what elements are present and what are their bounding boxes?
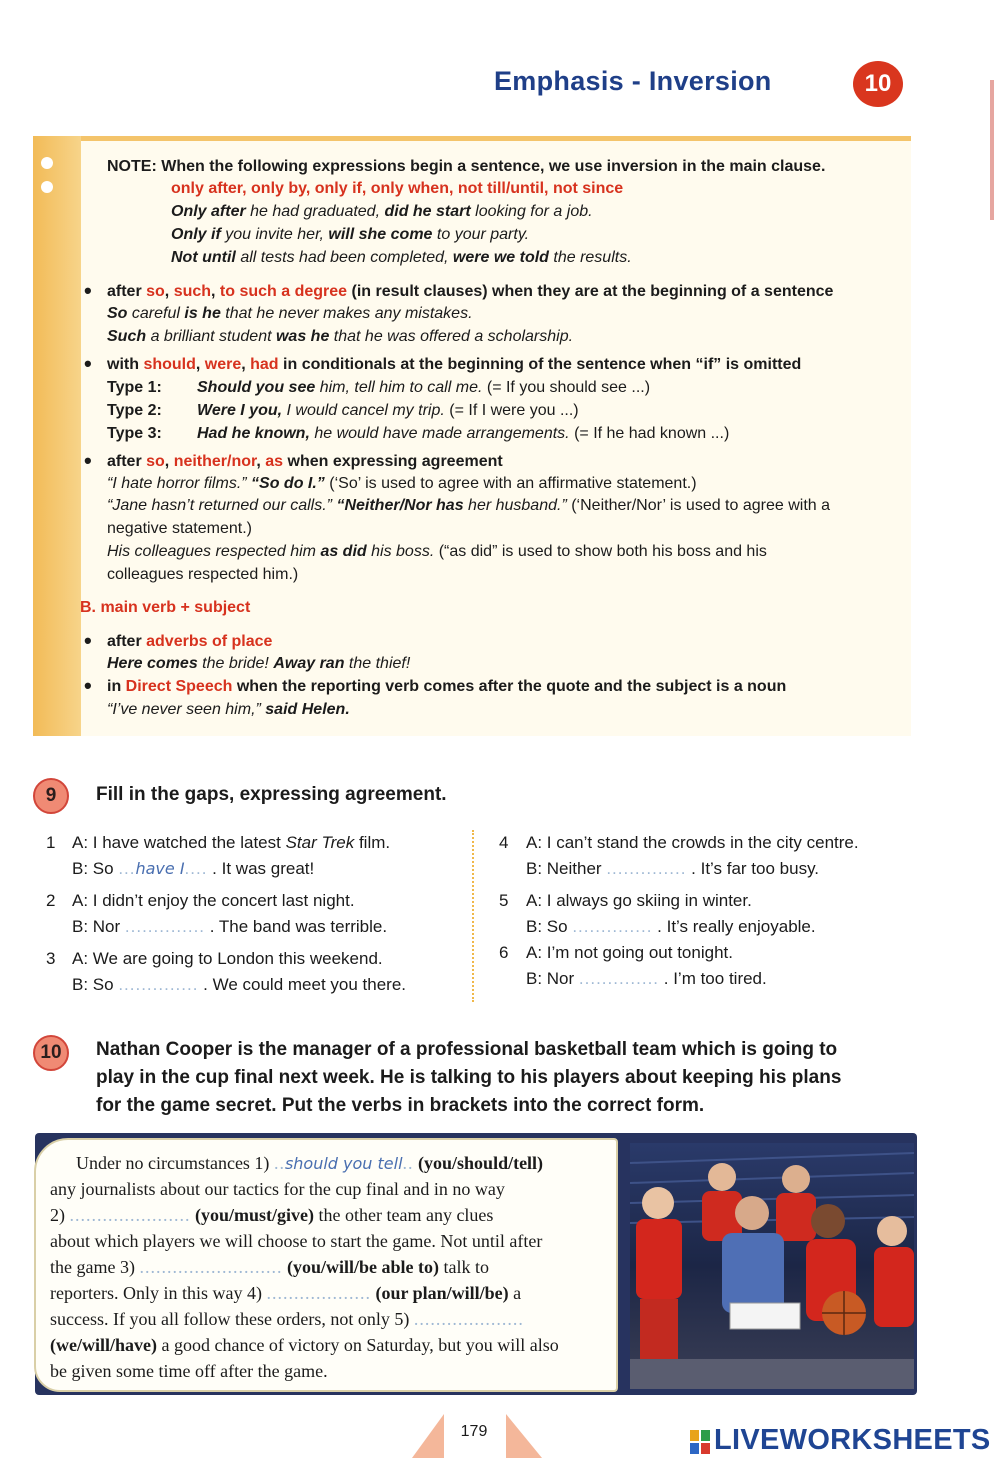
speech-example: “I’ve never seen him,” said Helen.: [107, 701, 350, 718]
passage-line: the game 3) .......................... (you/will/be able to) talk to: [50, 1257, 489, 1277]
rule-agreement: after so, neither/nor, as when expressing agreement: [107, 453, 503, 470]
liveworksheets-logo-text: LIVEWORKSHEETS: [714, 1424, 991, 1456]
team-photo-illustration: [630, 1143, 914, 1389]
answer-field[interactable]: ....................: [413, 1309, 524, 1329]
answer-field[interactable]: ..............: [124, 917, 206, 936]
binder-hole-icon: [41, 157, 53, 169]
type-label: Type 1:: [107, 379, 162, 396]
item-line-a: A: We are going to London this weekend.: [72, 949, 383, 968]
unit-number-badge: 10: [853, 61, 903, 107]
rule-direct-speech: in Direct Speech when the reporting verb comes after the quote and the subject is a noun: [107, 678, 787, 695]
item-number: 4: [499, 833, 509, 852]
column-divider: [472, 830, 474, 1002]
bullet-icon: •: [84, 351, 92, 376]
answer-field[interactable]: ..............: [606, 859, 687, 878]
exercise-10-badge: 10: [33, 1035, 69, 1071]
item-line-b: B: So ...have I.... . It was great!: [72, 859, 315, 878]
agreement-example-2: “Jane hasn’t returned our calls.” “Neither/Nor has her husband.” (‘Neither/Nor’ is used to agree with a: [107, 497, 831, 514]
page-edge-stripe: [990, 80, 994, 220]
answer-field[interactable]: ..............: [118, 975, 199, 994]
note-label: NOTE:: [107, 158, 157, 175]
bullet-icon: •: [84, 628, 92, 653]
item-line-a: A: I always go skiing in winter.: [526, 891, 752, 910]
item-number: 1: [46, 833, 56, 852]
agreement-example-1: “I hate horror films.” “So do I.” (‘So’ is used to agree with an affirmative statement.): [107, 475, 697, 492]
basketball-team-photo: [630, 1143, 914, 1389]
notes-side-strip: [33, 136, 81, 736]
item-line-b: B: So .............. . We could meet you there.: [72, 975, 407, 994]
rule-conditionals: with should, were, had in conditionals at the beginning of the sentence when “if” is omitted: [107, 356, 802, 373]
rule-adverbs-of-place: after adverbs of place: [107, 633, 273, 650]
item-number: 6: [499, 943, 509, 962]
passage-line: reporters. Only in this way 4) ................... (our plan/will/be) a: [50, 1283, 522, 1303]
note-expressions: only after, only by, only if, only when, not till/until, not since: [171, 180, 624, 197]
place-example: Here comes the bride! Away ran the thief!: [107, 655, 411, 672]
item-line-b: B: Neither .............. . It’s far too busy.: [526, 859, 820, 878]
item-number: 5: [499, 891, 509, 910]
answer-field[interactable]: ..............: [578, 969, 660, 988]
exercise-10-instruction-line: Nathan Cooper is the manager of a professional basketball team which is going to: [96, 1039, 838, 1060]
answer-field[interactable]: ......................: [69, 1205, 191, 1225]
note-example-3: Not until all tests had been completed, were we told the results.: [171, 249, 632, 266]
item-line-a: A: I’m not going out tonight.: [526, 943, 733, 962]
passage-line: 2) ...................... (you/must/give) the other team any clues: [50, 1205, 494, 1225]
passage-line: be given some time off after the game.: [50, 1361, 328, 1381]
passage-line: any journalists about our tactics for the cup final and in no way: [50, 1179, 505, 1199]
note-example-1: Only after he had graduated, did he start looking for a job.: [171, 203, 593, 220]
answer-field[interactable]: have I: [135, 859, 185, 878]
item-line-b: B: So .............. . It’s really enjoyable.: [526, 917, 816, 936]
type-example: Should you see him, tell him to call me. (= If you should see ...): [197, 379, 651, 396]
note-example-2: Only if you invite her, will she come to your party.: [171, 226, 530, 243]
item-line-b: B: Nor .............. . I’m too tired.: [526, 969, 767, 988]
result-example-1: So careful is he that he never makes any mistakes.: [107, 305, 473, 322]
answer-field[interactable]: should you tell: [284, 1154, 403, 1173]
binder-hole-icon: [41, 181, 53, 193]
bullet-icon: •: [84, 278, 92, 303]
item-line-b: B: Nor .............. . The band was terrible.: [72, 917, 388, 936]
passage-line: (we/will/have) a good chance of victory on Saturday, but you will also: [50, 1335, 559, 1355]
page-number: 179: [460, 1423, 488, 1440]
type-example: Were I you, I would cancel my trip. (= If I were you ...): [197, 402, 579, 419]
item-line-a: A: I didn’t enjoy the concert last night.: [72, 891, 355, 910]
item-number: 3: [46, 949, 56, 968]
type-label: Type 2:: [107, 402, 162, 419]
passage-line: Under no circumstances 1) ..should you tell.. (you/should/tell): [76, 1153, 544, 1173]
rule-result-clauses: after so, such, to such a degree (in result clauses) when they are at the beginning of a sentence: [107, 283, 834, 300]
answer-field[interactable]: ..............: [572, 917, 653, 936]
bullet-icon: •: [84, 448, 92, 473]
liveworksheets-logo-icon: [690, 1430, 710, 1454]
type-label: Type 3:: [107, 425, 162, 442]
exercise-9-badge: 9: [33, 778, 69, 814]
passage-line: about which players we will choose to start the game. Not until after: [50, 1231, 543, 1251]
answer-field[interactable]: ..........................: [139, 1257, 283, 1277]
note-text: When the following expressions begin a sentence, we use inversion in the main clause.: [161, 158, 826, 175]
answer-field[interactable]: ...................: [266, 1283, 371, 1303]
exercise-9-instruction: Fill in the gaps, expressing agreement.: [96, 784, 447, 805]
exercise-10-instruction-line: play in the cup final next week. He is talking to his players about keeping his plans: [96, 1067, 842, 1088]
passage-line: success. If you all follow these orders, not only 5) ....................: [50, 1309, 524, 1329]
exercise-10-instruction-line: for the game secret. Put the verbs in brackets into the correct form.: [96, 1095, 705, 1116]
note-heading: [107, 156, 825, 178]
agreement-example-2-cont: negative statement.): [107, 520, 252, 537]
agreement-example-3: His colleagues respected him as did his boss. (“as did” is used to show both his boss and his: [107, 543, 767, 560]
result-example-2: Such a brilliant student was he that he was offered a scholarship.: [107, 328, 574, 345]
page-title: Emphasis - Inversion: [494, 66, 772, 96]
type-example: Had he known, he would have made arrangements. (= If he had known ...): [197, 425, 730, 442]
bullet-icon: •: [84, 673, 92, 698]
agreement-example-3-cont: colleagues respected him.): [107, 566, 299, 583]
section-b-heading: B. main verb + subject: [80, 599, 251, 616]
item-line-a: A: I have watched the latest Star Trek film.: [72, 833, 391, 852]
item-number: 2: [46, 891, 56, 910]
item-line-a: A: I can’t stand the crowds in the city centre.: [526, 833, 859, 852]
